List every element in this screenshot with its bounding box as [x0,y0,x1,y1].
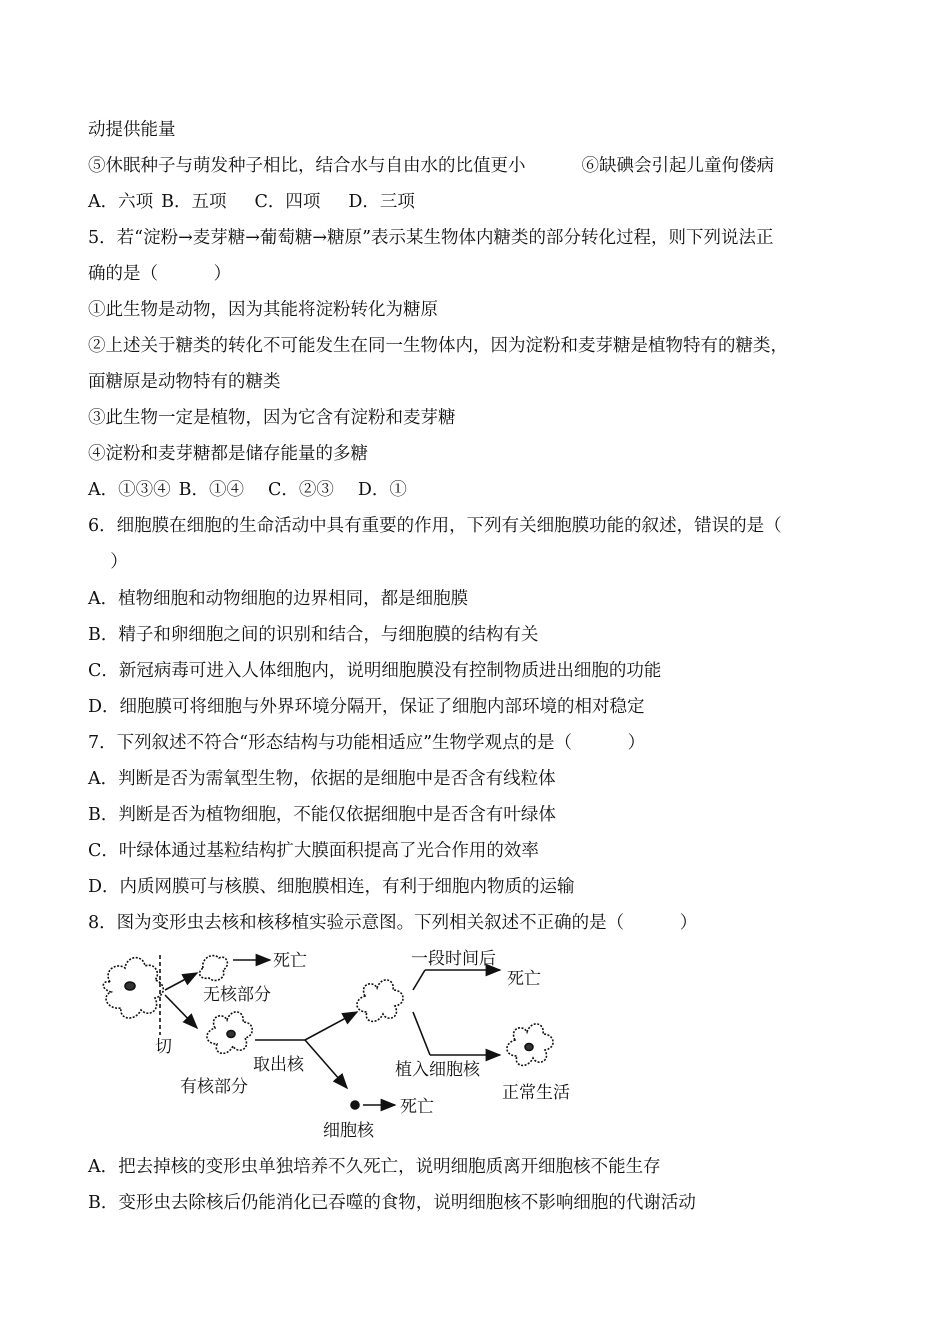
label-death-3: 死亡 [400,1097,434,1117]
q5-option-a: A．①③④ [88,480,171,500]
q4-options [88,190,443,214]
q4-option-d: D．三项 [348,192,415,212]
label-remove-nucleus: 取出核 [253,1055,304,1075]
label-no-nucleus: 无核部分 [203,985,271,1005]
q4-option-b: B．五项 [161,192,227,212]
q5-option-c: C．②③ [268,480,334,500]
q5-options [88,478,431,502]
q5-stem-2: 确的是（ ） [88,264,232,284]
q7-stem: 7．下列叙述不符合“形态结构与功能相适应”生物学观点的是（ ） [88,733,646,753]
isolated-nucleus [351,1101,359,1109]
q6-option-a: A．植物细胞和动物细胞的边界相同，都是细胞膜 [88,589,469,609]
q5-stem-1: 5．若“淀粉→麦芽糖→葡萄糖→糖原”表示某生物体内糖类的部分转化过程，则下列说法正 [88,228,774,248]
statement-5: ⑤休眠种子与萌发种子相比，结合水与自由水的比值更小 [88,156,526,176]
q5-option-b: B．①④ [178,480,245,500]
q6-stem-1: 6．细胞膜在细胞的生命活动中具有重要的作用，下列有关细胞膜功能的叙述，错误的是（ [88,516,782,536]
label-cut: 切 [155,1037,172,1057]
label-insert-nucleus: 植入细胞核 [395,1060,480,1080]
with-nucleus-nucleus [227,1031,235,1038]
label-normal-life: 正常生活 [502,1083,570,1103]
line-2 [88,154,774,178]
q8-option-a: A．把去掉核的变形虫单独培养不久死亡，说明细胞质离开细胞核不能生存 [88,1157,661,1177]
statement-6: ⑥缺碘会引起儿童佝偻病 [581,156,774,176]
q6-option-b: B．精子和卵细胞之间的识别和结合，与细胞膜的结构有关 [88,625,539,645]
q4-option-c: C．四项 [254,192,321,212]
q7-option-b: B．判断是否为植物细胞，不能仅依据细胞中是否含有叶绿体 [88,805,556,825]
q7-option-d: D．内质网膜可与核膜、细胞膜相连，有利于细胞内物质的运输 [88,877,575,897]
q5-option-d: D．① [357,480,407,500]
q5-statement-2a: ②上述关于糖类的转化不可能发生在同一生物体内，因为淀粉和麦芽糖是植物特有的糖类， [88,336,788,356]
q5-statement-3: ③此生物一定是植物，因为它含有淀粉和麦芽糖 [88,408,456,428]
q4-option-a: A．六项 [88,192,154,212]
label-with-nucleus: 有核部分 [180,1077,248,1097]
enucleated-amoeba [357,980,403,1021]
label-death-2: 死亡 [507,969,541,989]
label-nucleus: 细胞核 [323,1121,374,1141]
original-nucleus [125,982,135,990]
q8-option-b: B．变形虫去除核后仍能消化已吞噬的食物，说明细胞核不影响细胞的代谢活动 [88,1193,696,1213]
amoeba-experiment-diagram [95,940,695,1145]
q7-option-a: A．判断是否为需氧型生物，依据的是细胞中是否含有线粒体 [88,769,556,789]
q5-statement-1: ①此生物是动物，因为其能将淀粉转化为糖原 [88,300,438,320]
label-after-time: 一段时间后 [411,949,496,969]
q6-stem-2: ） [88,552,128,572]
label-death-1: 死亡 [273,951,307,971]
no-nucleus-fragment [200,956,228,981]
q6-option-c: C．新冠病毒可进入人体细胞内，说明细胞膜没有控制物质进出细胞的功能 [88,661,662,681]
q5-statement-4: ④淀粉和麦芽糖都是储存能量的多糖 [88,444,368,464]
q8-stem: 8．图为变形虫去核和核移植实验示意图。下列相关叙述不正确的是（ ） [88,913,698,933]
line-1: 动提供能量 [88,120,176,140]
q6-option-d: D．细胞膜可将细胞与外界环境分隔开，保证了细胞内部环境的相对稳定 [88,697,645,717]
restored-nucleus [525,1044,533,1051]
q5-statement-2b: 面糖原是动物特有的糖类 [88,372,281,392]
q7-option-c: C．叶绿体通过基粒结构扩大膜面积提高了光合作用的效率 [88,841,539,861]
